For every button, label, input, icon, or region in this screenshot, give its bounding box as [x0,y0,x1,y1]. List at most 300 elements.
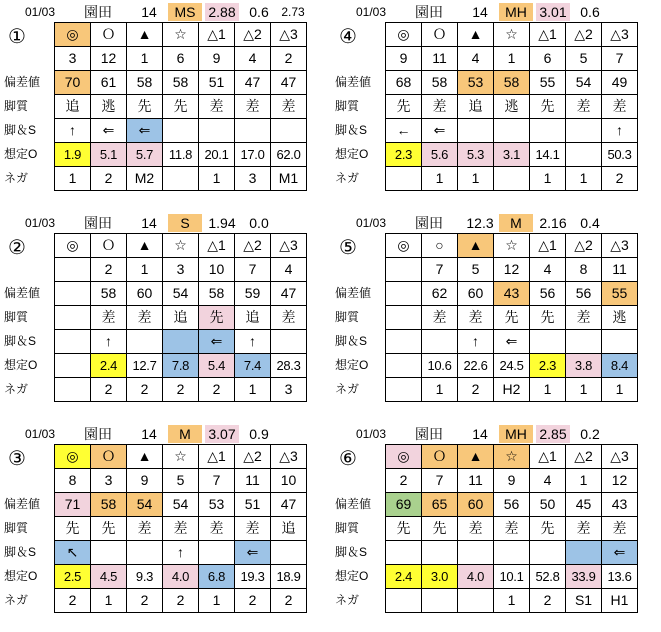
leg-speed-cell [91,541,127,565]
running-style-cell: 追 [271,517,307,541]
ratio-value: 3.01 [536,3,570,21]
odds-cell: 3.8 [566,354,602,378]
nega-cell: 1 [55,167,91,191]
race-number: ④ [339,26,357,48]
ratio-value: 2.16 [539,215,567,231]
race-number: ① [8,26,26,48]
hensachi-cell: 58 [91,493,127,517]
race-date: 01/03 [24,5,56,19]
extra-value-2 [609,214,639,232]
leg-speed-cell [458,119,494,143]
horse-number-cell: 3 [91,469,127,493]
odds-cell: 52.8 [530,565,566,589]
horse-number-cell: 11 [235,469,271,493]
running-style-cell: 差 [163,517,199,541]
venue-name: 園田 [415,4,443,20]
mark-cell: Ｏ [91,23,127,47]
nega-cell: 1 [458,167,494,191]
grid-row [386,493,638,517]
leg-speed-cell: ↑ [602,119,638,143]
odds-cell: 4.0 [458,565,494,589]
row-label: 脚質 [335,521,360,535]
mark-cell: △1 [530,445,566,469]
hensachi-cell: 59 [235,282,271,306]
row-label: 偏差値 [4,75,41,89]
race-block [0,211,330,421]
mark-cell: ☆ [494,23,530,47]
row-label: 脚質 [335,310,360,324]
grid-row [55,469,307,493]
hensachi-cell: 51 [199,71,235,95]
grid-row [386,95,638,119]
leg-speed-cell [55,330,91,354]
leg-speed-cell [271,541,307,565]
running-style-cell: 追 [235,306,271,330]
leg-speed-cell [163,330,199,354]
race-number: ② [8,237,26,259]
leg-speed-cell [566,119,602,143]
race-block [0,422,330,632]
leg-speed-cell [271,119,307,143]
nega-cell: 1 [199,167,235,191]
grid-row [55,47,307,71]
running-style-cell: 先 [163,95,199,119]
nega-cell: 1 [530,167,566,191]
grid-row [55,330,307,354]
leg-speed-cell: ⇐ [235,541,271,565]
running-style-cell: 先 [91,517,127,541]
running-style-cell: 先 [530,517,566,541]
leg-speed-cell [494,541,530,565]
horse-number-cell [386,258,422,282]
nega-cell: 1 [422,378,458,402]
mark-cell: △2 [235,23,271,47]
horse-number-cell: 3 [55,47,91,71]
nega-cell [55,378,91,402]
horse-number-cell: 4 [458,47,494,71]
running-style-cell: 逃 [494,95,530,119]
horse-number-cell: 5 [163,469,199,493]
odds-cell: 14.1 [530,143,566,167]
race-number: ⑥ [339,448,357,470]
grid-row [55,234,307,258]
odds-cell: 12.7 [127,354,163,378]
grade-badge: S [168,214,202,232]
hensachi-cell: 60 [127,282,163,306]
race-header [0,211,330,233]
horse-number-cell: 10 [271,469,307,493]
hensachi-cell: 56 [566,282,602,306]
race-date: 01/03 [355,427,387,441]
grid-row [55,167,307,191]
horse-number-cell: 12 [602,469,638,493]
grid-row [55,23,307,47]
nega-cell: 3 [235,167,271,191]
grid-row [55,589,307,613]
horse-number-cell: 10 [199,258,235,282]
row-label: ネガ [4,171,29,185]
odds-cell: 3.0 [422,565,458,589]
horse-number-cell: 4 [271,258,307,282]
odds-cell: 5.7 [127,143,163,167]
extra-value-2: 2.73 [281,5,305,19]
horse-number-cell: 2 [386,469,422,493]
venue-name: 園田 [415,426,443,442]
grid-row [55,282,307,306]
hensachi-cell: 54 [566,71,602,95]
row-label: 想定O [335,358,369,372]
mark-cell: ☆ [163,234,199,258]
race-block [0,0,330,210]
grid-row [55,306,307,330]
hensachi-cell: 43 [494,282,530,306]
leg-speed-cell [566,541,602,565]
horse-number-cell: 2 [271,47,307,71]
extra-value-2 [609,3,639,21]
row-label: 想定O [335,569,369,583]
leg-speed-cell: ↑ [91,330,127,354]
row-label: ネガ [4,593,29,607]
running-style-cell: 差 [199,95,235,119]
mark-cell: ▲ [458,234,494,258]
mark-cell: ▲ [127,234,163,258]
horse-number-cell: 1 [566,469,602,493]
odds-cell: 3.1 [494,143,530,167]
running-style-cell: 差 [127,517,163,541]
row-label: 想定O [4,569,38,583]
venue-name: 園田 [84,426,112,442]
hensachi-cell: 56 [530,282,566,306]
extra-value: 0.6 [580,4,600,20]
mark-cell: △3 [602,23,638,47]
grade-badge: MH [499,3,533,21]
odds-cell: 13.6 [602,565,638,589]
horse-grid [385,444,638,613]
running-style-cell: 差 [127,306,163,330]
nega-cell: 2 [458,378,494,402]
grid-row [386,517,638,541]
horse-number-cell: 4 [530,469,566,493]
nega-cell: 2 [602,167,638,191]
horse-number-cell: 4 [235,47,271,71]
ratio-value: 2.85 [536,425,570,443]
venue-name: 園田 [84,215,112,231]
venue-name: 園田 [84,4,112,20]
nega-cell: 1 [91,589,127,613]
race-header [0,0,330,22]
nega-cell: 1 [530,378,566,402]
grid-row [55,354,307,378]
hensachi-cell: 54 [163,282,199,306]
race-number: ③ [8,448,26,470]
extra-value-2 [278,214,308,232]
nega-cell [458,589,494,613]
row-label: 脚質 [4,99,29,113]
odds-cell: 7.8 [163,354,199,378]
grid-row [55,378,307,402]
hensachi-cell: 47 [271,493,307,517]
mark-cell: Ｏ [91,234,127,258]
hensachi-cell: 55 [530,71,566,95]
race-header [331,211,661,233]
hensachi-cell: 70 [55,71,91,95]
leg-speed-cell [602,330,638,354]
row-label: 想定O [335,147,369,161]
running-style-cell: 差 [566,517,602,541]
hensachi-cell: 47 [235,71,271,95]
odds-cell: 7.4 [235,354,271,378]
leg-speed-cell [235,119,271,143]
mark-cell: ◎ [386,234,422,258]
horse-number-cell: 1 [127,47,163,71]
nega-cell [494,167,530,191]
nega-cell: 1 [235,378,271,402]
nega-cell: 2 [91,167,127,191]
race-date: 01/03 [355,216,387,230]
odds-cell: 62.0 [271,143,307,167]
leg-speed-cell [422,330,458,354]
grid-row [386,469,638,493]
mark-cell: △3 [271,23,307,47]
odds-cell: 19.3 [235,565,271,589]
horse-number-cell: 7 [199,469,235,493]
grid-row [386,445,638,469]
odds-cell: 2.4 [91,354,127,378]
mark-cell: ☆ [163,23,199,47]
extra-value: 0.4 [580,215,600,231]
running-style-cell: 先 [494,306,530,330]
row-label: 脚＆S [4,123,37,137]
odds-cell: 2.3 [386,143,422,167]
horse-grid [385,233,638,402]
grid-row [386,167,638,191]
running-style-cell: 先 [530,95,566,119]
row-label: 脚＆S [4,334,37,348]
running-style-cell: 先 [422,517,458,541]
nega-cell: 2 [199,378,235,402]
running-style-cell: 先 [386,95,422,119]
hensachi-cell: 47 [271,71,307,95]
leg-speed-cell [386,330,422,354]
running-style-cell: 差 [566,306,602,330]
race-header [331,0,661,22]
odds-cell [386,354,422,378]
leg-speed-cell [494,119,530,143]
horse-number-cell: 7 [602,47,638,71]
mark-cell: Ｏ [422,445,458,469]
nega-cell: 3 [271,378,307,402]
row-label: 偏差値 [4,286,41,300]
row-label: 脚質 [4,521,29,535]
running-style-cell: 先 [55,517,91,541]
mark-cell: △2 [235,445,271,469]
mark-cell: Ｏ [422,23,458,47]
horse-number-cell: 7 [235,258,271,282]
grid-row [386,23,638,47]
odds-cell: 9.3 [127,565,163,589]
horse-number-cell: 11 [422,47,458,71]
mark-cell: △2 [566,445,602,469]
mark-cell: ◎ [55,234,91,258]
mark-cell: △2 [235,234,271,258]
row-label: 偏差値 [335,497,372,511]
grid-row [386,354,638,378]
horse-number-cell: 9 [127,469,163,493]
row-label: 脚質 [335,99,360,113]
race-header [0,422,330,444]
hensachi-cell: 56 [494,493,530,517]
grid-row [386,330,638,354]
row-label: 想定O [4,358,38,372]
row-label: 脚＆S [335,545,368,559]
odds-cell: 20.1 [199,143,235,167]
running-style-cell: 差 [199,517,235,541]
grid-row [386,565,638,589]
grid-row [386,378,638,402]
row-label: ネガ [335,593,360,607]
running-style-cell: 差 [235,95,271,119]
leg-speed-cell: ↑ [163,541,199,565]
nega-cell: 2 [127,378,163,402]
grid-row [55,565,307,589]
odds-cell: 4.0 [163,565,199,589]
mark-cell: ▲ [127,23,163,47]
runner-count: 14 [141,426,157,442]
mark-cell: △3 [602,234,638,258]
hensachi-cell: 65 [422,493,458,517]
running-style-cell: 差 [602,95,638,119]
hensachi-cell: 60 [458,493,494,517]
hensachi-cell: 58 [199,282,235,306]
hensachi-cell: 68 [386,71,422,95]
grid-row [386,143,638,167]
odds-cell [566,143,602,167]
odds-cell: 5.1 [91,143,127,167]
mark-cell: ◎ [386,23,422,47]
odds-cell: 4.5 [91,565,127,589]
mark-cell: ☆ [494,445,530,469]
runner-count: 12.3 [466,215,494,231]
runner-count: 14 [141,215,157,231]
odds-cell: 11.8 [163,143,199,167]
mark-cell: △1 [530,234,566,258]
hensachi-cell: 51 [235,493,271,517]
odds-cell: 17.0 [235,143,271,167]
leg-speed-cell [422,541,458,565]
grid-row [55,95,307,119]
hensachi-cell: 43 [602,493,638,517]
running-style-cell: 差 [422,95,458,119]
odds-cell: 8.4 [602,354,638,378]
mark-cell: △1 [530,23,566,47]
horse-number-cell: 7 [422,469,458,493]
running-style-cell [55,306,91,330]
leg-speed-cell [566,330,602,354]
horse-grid [54,444,307,613]
running-style-cell: 差 [458,517,494,541]
running-style-cell: 逃 [602,306,638,330]
mark-cell: △1 [199,445,235,469]
grade-badge: M [168,425,202,443]
horse-number-cell: 9 [199,47,235,71]
horse-grid [385,22,638,191]
hensachi-cell: 58 [127,71,163,95]
running-style-cell: 差 [422,306,458,330]
grid-row [55,541,307,565]
race-date: 01/03 [24,427,56,441]
hensachi-cell: 62 [422,282,458,306]
venue-name: 園田 [415,215,443,231]
leg-speed-cell [127,541,163,565]
leg-speed-cell [199,541,235,565]
running-style-cell: 差 [494,517,530,541]
horse-number-cell: 4 [530,258,566,282]
odds-cell: 2.5 [55,565,91,589]
mark-cell: ◎ [55,23,91,47]
horse-number-cell: 8 [566,258,602,282]
runner-count: 14 [141,4,157,20]
grid-row [386,589,638,613]
grid-row [386,282,638,306]
horse-number-cell: 5 [458,258,494,282]
row-label: ネガ [335,171,360,185]
grid-row [386,71,638,95]
nega-cell: 2 [91,378,127,402]
grid-row [55,71,307,95]
horse-number-cell: 11 [458,469,494,493]
row-label: ネガ [4,382,29,396]
nega-cell: 2 [127,589,163,613]
leg-speed-cell: ⇐ [199,330,235,354]
hensachi-cell: 58 [494,71,530,95]
odds-cell [55,354,91,378]
running-style-cell [386,306,422,330]
leg-speed-cell: ↑ [55,119,91,143]
odds-cell: 22.6 [458,354,494,378]
nega-cell: 2 [271,589,307,613]
running-style-cell: 差 [271,306,307,330]
mark-cell: Ｏ [91,445,127,469]
nega-cell: S1 [566,589,602,613]
horse-number-cell: 12 [494,258,530,282]
extra-value: 0.0 [249,215,269,231]
running-style-cell: 差 [271,95,307,119]
horse-number-cell: 1 [494,47,530,71]
nega-cell [386,378,422,402]
nega-cell: H2 [494,378,530,402]
row-label: 脚＆S [4,545,37,559]
extra-value: 0.9 [249,426,269,442]
horse-number-cell: 6 [530,47,566,71]
row-label: 偏差値 [335,286,372,300]
race-block [331,0,661,210]
running-style-cell: 追 [55,95,91,119]
odds-cell: 10.6 [422,354,458,378]
grade-badge: MH [499,425,533,443]
horse-number-cell: 5 [566,47,602,71]
grid-row [386,119,638,143]
horse-number-cell [55,258,91,282]
mark-cell: △1 [199,234,235,258]
hensachi-cell: 54 [127,493,163,517]
grid-row [55,258,307,282]
mark-cell: △3 [271,234,307,258]
leg-speed-cell: ↑ [458,330,494,354]
odds-cell: 5.6 [422,143,458,167]
ratio-value: 2.88 [205,3,239,21]
leg-speed-cell [386,541,422,565]
nega-cell: 2 [235,589,271,613]
